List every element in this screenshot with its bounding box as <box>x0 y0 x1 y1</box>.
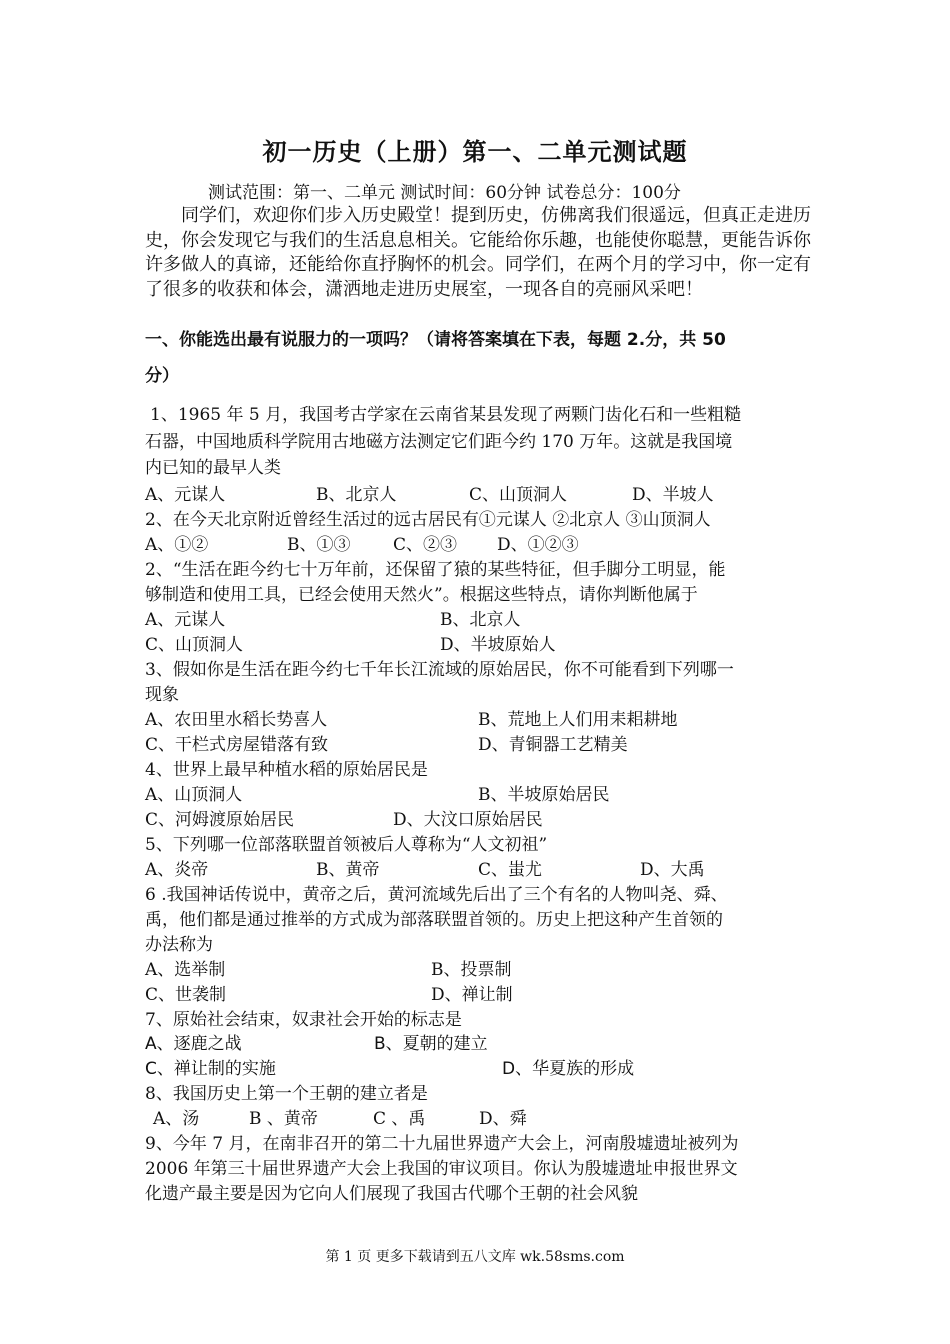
q3-line1: 3、假如你是生活在距今约七千年长江流域的原始居民，你不可能看到下列哪一 <box>145 660 734 680</box>
q2b-option-c: C、山顶洞人 <box>145 635 244 655</box>
q6-option-d: D、禅让制 <box>431 985 513 1005</box>
q1-option-a: A、元谋人 <box>145 485 226 505</box>
q1-line2: 石器，中国地质科学院用古地磁方法测定它们距今约 170 万年。这就是我国境 <box>145 432 733 452</box>
q2b-line2: 够制造和使用工具，已经会使用天然火”。根据这些特点，请你判断他属于 <box>145 585 698 605</box>
q7-options-row2 <box>145 1057 765 1081</box>
q4-option-b: B、半坡原始居民 <box>478 785 610 805</box>
q6-option-b: B、投票制 <box>431 960 512 980</box>
q9-line1: 9、今年 7 月，在南非召开的第二十九届世界遗产大会上，河南殷墟遗址被列为 <box>145 1134 739 1154</box>
q2b-options-row1 <box>145 608 745 632</box>
q5-option-d: D、大禹 <box>640 860 705 880</box>
q7-option-c: C、禅让制的实施 <box>145 1059 276 1079</box>
q3-option-a: A、农田里水稻长势喜人 <box>145 710 328 730</box>
q5-option-a: A、炎帝 <box>145 860 209 880</box>
q6-options-row2 <box>145 983 745 1007</box>
q3-options-row1 <box>145 708 745 732</box>
q2a-line1: 2、在今天北京附近曾经生活过的远古居民有①元谋人 ②北京人 ③山顶洞人 <box>145 510 711 530</box>
q2a-option-c: C、②③ <box>393 535 458 555</box>
q9-line3: 化遗产最主要是因为它向人们展现了我国古代哪个王朝的社会风貌 <box>145 1184 638 1204</box>
q9-line2: 2006 年第三十届世界遗产大会上我国的审议项目。你认为殷墟遗址申报世界文 <box>145 1159 738 1179</box>
q4-options-row1 <box>145 783 745 807</box>
intro-text: 同学们，欢迎你们步入历史殿堂！提到历史，仿佛离我们很遥远，但真正走进历史，你会发现它与我们的生活息息相关。它能给你乐趣，也能使你聪慧，更能告诉你许多做人的真谛，还能给你直抒胸怀的机会。同学们，在两个月的学习中，你一定有了很多的收获和体会，潇洒地走进历史展室，一现各自的亮丽风采吧！ <box>145 205 811 300</box>
q6-option-c: C、世袭制 <box>145 985 227 1005</box>
section-1-heading-line1: 一、你能选出最有说服力的一项吗？（请将答案填在下表，每题 2.分，共 50 <box>145 330 726 350</box>
q2a-option-d: D、①②③ <box>497 535 579 555</box>
section-1-heading-line2: 分） <box>145 366 179 386</box>
q2a-options <box>145 533 745 557</box>
q7-line1: 7、原始社会结束，奴隶社会开始的标志是 <box>145 1010 462 1030</box>
q8-options <box>145 1107 745 1131</box>
q4-option-c: C、河姆渡原始居民 <box>145 810 295 830</box>
q3-option-b: B、荒地上人们用耒耜耕地 <box>478 710 678 730</box>
q5-options <box>145 858 745 882</box>
q8-option-d: D、舜 <box>479 1109 527 1129</box>
q4-option-a: A、山顶洞人 <box>145 785 243 805</box>
q1-option-b: B、北京人 <box>316 485 397 505</box>
q2a-option-b: B、①③ <box>287 535 351 555</box>
q2b-option-b: B、北京人 <box>440 610 521 630</box>
q3-option-c: C、干栏式房屋错落有致 <box>145 735 329 755</box>
intro-paragraph <box>145 204 817 302</box>
q7-option-d: D、华夏族的形成 <box>502 1059 635 1079</box>
q7-option-a: A、逐鹿之战 <box>145 1034 242 1054</box>
q5-line1: 5、下列哪一位部落联盟首领被后人尊称为“人文初祖” <box>145 835 548 855</box>
page-footer: 第 1 页 更多下载请到五八文库 wk.58sms.com <box>325 1249 625 1265</box>
q2b-option-d: D、半坡原始人 <box>440 635 556 655</box>
q3-line2: 现象 <box>145 685 179 705</box>
q3-options-row2 <box>145 733 745 757</box>
q7-option-b: B、夏朝的建立 <box>374 1034 488 1054</box>
page-title: 初一历史（上册）第一、二单元测试题 <box>262 138 688 166</box>
q1-options <box>145 483 745 507</box>
q1-option-c: C、山顶洞人 <box>469 485 568 505</box>
q4-line1: 4、世界上最早种植水稻的原始居民是 <box>145 760 428 780</box>
q6-option-a: A、选举制 <box>145 960 226 980</box>
q3-option-d: D、青铜器工艺精美 <box>478 735 628 755</box>
q1-line3: 内已知的最早人类 <box>145 458 281 478</box>
q1-option-d: D、半坡人 <box>632 485 714 505</box>
q7-options-row1 <box>145 1032 745 1056</box>
q1-line1: 1、1965 年 5 月，我国考古学家在云南省某县发现了两颗门齿化石和一些粗糙 <box>150 405 742 425</box>
section-1-heading <box>145 324 817 392</box>
q8-line1: 8、我国历史上第一个王朝的建立者是 <box>145 1084 428 1104</box>
q6-line2: 禹，他们都是通过推举的方式成为部落联盟首领的。历史上把这种产生首领的 <box>145 910 723 930</box>
q2b-option-a: A、元谋人 <box>145 610 226 630</box>
q2a-option-a: A、①② <box>145 535 209 555</box>
q5-option-c: C、蚩尤 <box>478 860 543 880</box>
q5-option-b: B、黄帝 <box>316 860 380 880</box>
q2b-options-row2 <box>145 633 745 657</box>
q8-option-c: C 、禹 <box>373 1109 426 1129</box>
q8-option-b: B 、黄帝 <box>249 1109 318 1129</box>
q6-line1: 6 .我国神话传说中，黄帝之后，黄河流域先后出了三个有名的人物叫尧、舜、 <box>145 885 728 905</box>
q4-option-d: D、大汶口原始居民 <box>393 810 543 830</box>
q8-option-a: A、汤 <box>153 1109 200 1129</box>
q6-line3: 办法称为 <box>145 935 213 955</box>
q2b-line1: 2、“生活在距今约七十万年前，还保留了猿的某些特征，但手脚分工明显，能 <box>145 560 726 580</box>
q6-options-row1 <box>145 958 745 982</box>
q4-options-row2 <box>145 808 745 832</box>
test-info: 测试范围：第一、二单元 测试时间：60分钟 试卷总分：100分 <box>208 183 681 203</box>
